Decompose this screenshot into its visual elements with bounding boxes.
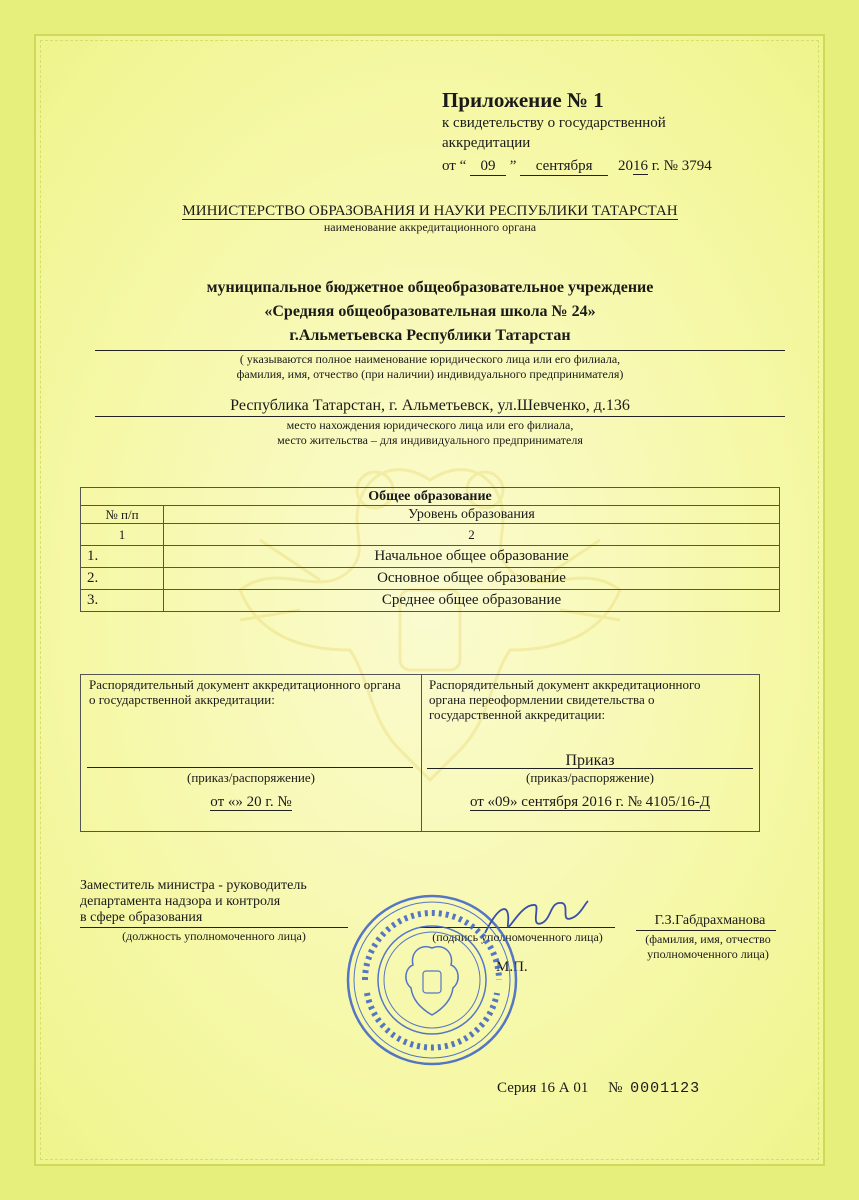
column-header-level: Уровень образования [164,506,780,524]
documents-left-column [81,675,422,831]
organization-line3: г.Альметьевска Республики Татарстан [289,327,571,344]
left-doc-value-wrap [81,795,421,810]
date-day: 09 [470,158,506,176]
right-doc-value: от «09» сентября 2016 г. № 4105/16-Д [469,794,711,810]
appendix-subtitle-line2: аккредитации [442,135,531,151]
right-doc-caption: (приказ/распоряжение) [526,770,654,785]
row-level: Основное общее образование [164,568,780,590]
row-num: 3. [81,590,164,612]
row-level: Начальное общее образование [164,546,780,568]
name-caption-line2: уполномоченного лица) [647,947,769,961]
serial-number: 0001123 [630,1080,701,1097]
left-doc-title: Распорядительный документ аккредитационного органа о государственной аккредитации: [89,677,401,707]
authority-caption: наименование аккредитационного органа [323,220,537,234]
table-index-row [81,524,780,546]
position-underline [80,927,348,928]
organization-line2: «Средняя общеобразовательная школа № 24» [264,303,596,320]
appendix-subtitle [442,113,666,153]
table-row [81,546,780,568]
organization-caption-line2: фамилия, имя, отчество (при наличии) индивидуального предпринимателя) [236,367,624,381]
table-row [81,568,780,590]
right-doc-line [427,768,753,769]
address-caption [80,418,780,448]
organization-caption [80,352,780,382]
date-prefix: от “ [442,158,467,174]
index-num: 1 [81,524,164,546]
position-line2: департамента надзора и контроля [80,894,281,909]
table-title-row [81,488,780,506]
index-level: 2 [164,524,780,546]
name-caption-line1: (фамилия, имя, отчество [645,932,771,946]
name-caption [628,932,788,962]
table-title: Общее образование [81,488,780,506]
right-doc-title: Распорядительный документ аккредитационного органа переоформлении свидетельства о государственной аккредитации: [429,677,701,722]
serial-block [497,1080,700,1097]
documents-right-column [421,675,759,831]
left-doc-caption: (приказ/распоряжение) [187,770,315,785]
authority-block [100,203,760,235]
address-underline [95,416,785,417]
appendix-title: Приложение № 1 [442,88,604,112]
organization-caption-line1: ( указываются полное наименование юридического лица или его филиала, [239,352,621,366]
row-num: 1. [81,546,164,568]
documents-box [80,674,760,832]
signatory-name: Г.З.Габдрахманова [654,913,766,928]
organization-name [80,276,780,348]
right-doc-type: Приказ [565,752,615,769]
position-line3: в сфере образования [80,910,203,925]
address-caption-line2: место жительства – для индивидуального предпринимателя [277,433,583,447]
date-month: сентября [520,158,608,176]
date-year-prefix: 20 [617,158,633,174]
date-number: г. № 3794 [651,158,712,174]
left-doc-value: от «» 20 г. № [210,794,292,810]
appendix-subtitle-line1: к свидетельству о государственной [442,115,666,131]
seal-place-label: М.П. [496,959,528,975]
row-level: Среднее общее образование [164,590,780,612]
organization-underline [95,350,785,351]
series-label: Серия 16 А 01 [497,1080,589,1096]
organization-line1: муниципальное бюджетное общеобразовательное учреждение [206,279,654,296]
position-caption: (должность уполномоченного лица) [122,929,306,943]
signatory-position [80,878,307,926]
date-year-suffix: 16 [632,158,648,174]
date-quote: ” [509,158,517,174]
position-line1: Заместитель министра - руководитель [80,878,307,893]
authority-name: МИНИСТЕРСТВО ОБРАЗОВАНИЯ И НАУКИ РЕСПУБЛИКИ ТАТАРСТАН [182,203,678,219]
right-doc-value-wrap [421,795,759,810]
row-num: 2. [81,568,164,590]
table-header-row [81,506,780,524]
signature-caption: (подпись уполномоченного лица) [432,930,603,944]
number-label: № [608,1080,623,1096]
address-caption-line1: место нахождения юридического лица или его филиала, [286,418,574,432]
address-value: Республика Татарстан, г. Альметьевск, ул.Шевченко, д.136 [230,397,630,414]
appendix-date [442,158,712,176]
handwritten-signature-icon [480,893,590,943]
name-underline [636,930,776,931]
education-table [80,487,780,612]
column-header-num: № п/п [81,506,164,524]
left-doc-line [87,767,413,768]
table-row [81,590,780,612]
